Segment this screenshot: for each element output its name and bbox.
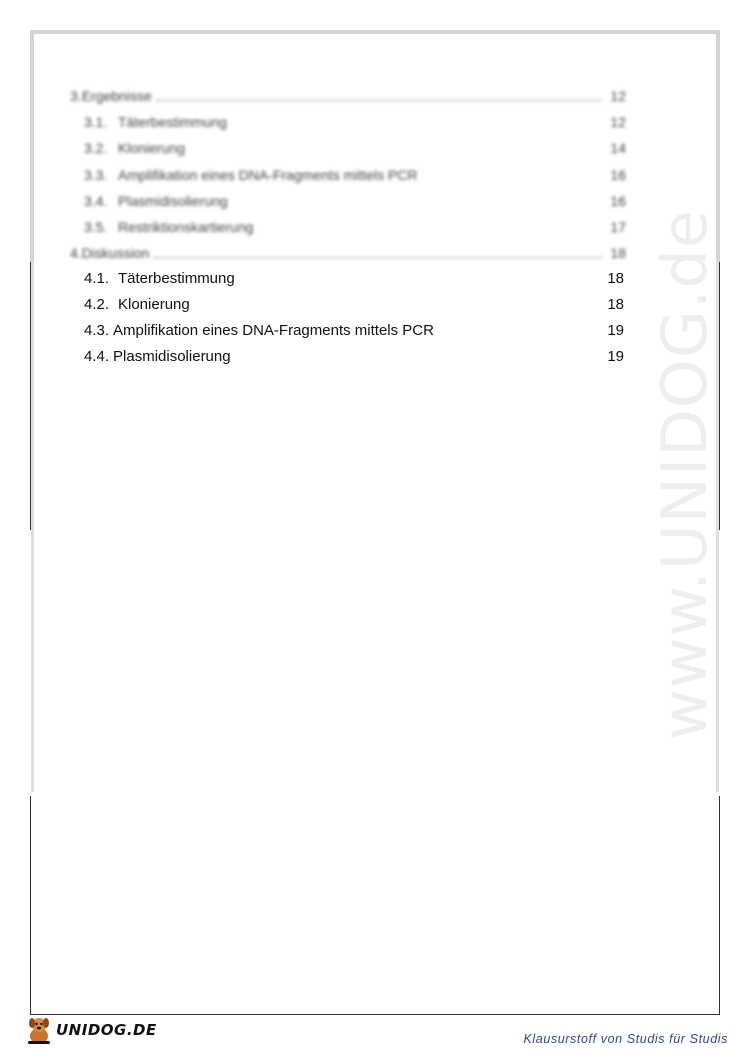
toc-row <box>70 140 626 166</box>
toc-title: Ergebnisse <box>81 88 152 104</box>
toc-num: 4. <box>70 245 82 262</box>
toc-leader-dots <box>156 90 602 101</box>
toc-page: 19 <box>607 322 624 339</box>
toc-title: Restriktionskartierung <box>118 218 254 235</box>
toc-num: 3.4. <box>84 192 108 209</box>
unidog-logo <box>24 1014 157 1046</box>
toc-num: 4.2. <box>84 296 110 313</box>
toc-title: Klonierung <box>118 296 190 313</box>
toc-page: 14 <box>610 140 626 157</box>
toc-page: 19 <box>607 348 624 365</box>
toc-title: Diskussion <box>81 245 150 262</box>
toc-page: 12 <box>610 88 626 104</box>
toc-row <box>84 322 624 348</box>
toc-page: 18 <box>607 296 624 313</box>
toc-title: Plasmidisolierung <box>113 348 231 365</box>
toc-row <box>84 296 624 322</box>
toc-num: 4.4. <box>84 348 110 365</box>
toc-title: Täterbestimmung <box>118 114 227 131</box>
toc-page: 18 <box>610 245 626 262</box>
watermark: www.UNIDOG.de <box>648 209 721 740</box>
toc-title: Klonierung <box>118 140 185 157</box>
toc-row <box>70 114 626 140</box>
toc-num: 3. <box>70 88 82 104</box>
toc-blurred-section <box>70 88 626 271</box>
toc-leader-dots <box>153 247 602 258</box>
toc-num: 3.2. <box>84 140 108 157</box>
toc-title: Amplifikation eines DNA-Fragments mittels PCR <box>118 166 418 183</box>
toc-row <box>70 167 626 193</box>
toc-num: 3.1. <box>84 114 108 131</box>
toc-row <box>84 270 624 296</box>
toc-row <box>70 219 626 245</box>
toc-page: 12 <box>610 114 626 131</box>
toc-page: 18 <box>607 270 624 287</box>
toc-num: 4.1. <box>84 270 110 287</box>
footer-tagline: Klausurstoff von Studis für Studis <box>523 1032 728 1046</box>
toc-page: 16 <box>610 166 626 183</box>
toc-title: Amplifikation eines DNA-Fragments mittels PCR <box>113 322 434 339</box>
toc-row <box>84 348 624 374</box>
page-frame-bottom <box>30 262 720 1015</box>
toc-page: 16 <box>610 192 626 209</box>
toc-row <box>70 245 626 271</box>
toc-num: 4.3. <box>84 322 110 339</box>
toc-num: 3.3. <box>84 166 108 183</box>
dog-mascot-icon <box>24 1014 54 1046</box>
toc-title: Plasmidisolierung <box>118 192 228 209</box>
toc-title: Täterbestimmung <box>118 270 235 287</box>
toc-page: 17 <box>610 218 626 235</box>
toc-clear-section <box>84 270 624 374</box>
logo-text: UNIDOG.DE <box>56 1021 157 1039</box>
toc-row <box>70 193 626 219</box>
toc-row <box>70 88 626 114</box>
toc-num: 3.5. <box>84 218 108 235</box>
